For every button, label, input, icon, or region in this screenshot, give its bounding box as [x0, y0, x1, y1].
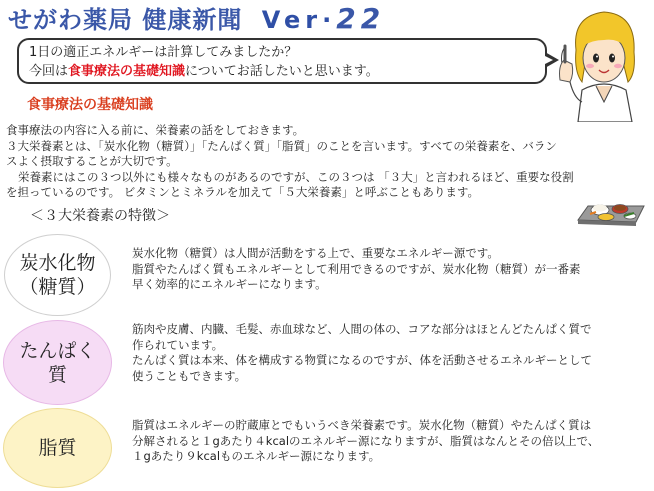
protein-label-line2: 質	[47, 363, 67, 386]
fat-label	[3, 408, 112, 488]
description-line: たんぱく質は本来、体を構成する物質になるのですが、体を活動させるエネルギーとして	[132, 353, 592, 367]
carbohydrate-label	[4, 234, 111, 316]
description-line: 早く効率的にエネルギーになります。	[132, 277, 327, 291]
description-line: 脂質やたんぱく質もエネルギーとして利用できるのですが、炭水化物（糖質）が一番素	[132, 261, 581, 276]
description-line: 脂質はエネルギーの貯蔵庫とでもいうべき栄養素です。炭水化物（糖質）やたんぱく質は	[132, 418, 592, 432]
fat-description	[132, 418, 599, 465]
speech-line-2-suffix: についてお話したいと思います。	[185, 64, 379, 79]
nutrients-subheading: ＜３大栄養素の特徴＞	[30, 208, 170, 224]
carbohydrate-description	[132, 246, 581, 293]
intro-paragraph	[6, 123, 646, 201]
pharmacist-illustration	[556, 2, 652, 122]
description-line: 分解されると１gあたり４kcalのエネルギー源になりますが、脂質はなんとその倍以上で、	[132, 433, 600, 448]
version-prefix: Ver·	[261, 6, 337, 34]
intro-line: スよく摂取することが大切です。	[6, 154, 178, 168]
speech-line-2-prefix: 今回は	[29, 64, 69, 79]
version-label	[261, 2, 386, 35]
intro-line: 栄養素にはこの３つ以外にも様々なものがあるのですが、この３つは 「３大」と言われるほど、重要な役割	[18, 169, 574, 184]
newsletter-title	[8, 2, 385, 36]
title-text: せがわ薬局 健康新聞	[8, 6, 243, 34]
description-line: 筋肉や皮膚、内臓、毛髪、赤血球など、人間の体の、コアな部分はほとんどたんぱく質で	[132, 322, 592, 336]
speech-highlight: 食事療法の基礎知識	[68, 64, 186, 79]
intro-line: ３大栄養素とは、「炭水化物（糖質）」「たんぱく質」「脂質」のことを言います。すべての栄養素を、バラン	[6, 138, 557, 153]
speech-line-2	[29, 62, 535, 81]
meal-tray-illustration	[576, 186, 646, 234]
fat-label-line1: 脂質	[38, 437, 77, 459]
description-line: 作られています。	[132, 337, 224, 352]
speech-line-1: 1日の適正エネルギーは計算してみましたか？	[29, 45, 298, 60]
speech-bubble	[17, 38, 547, 84]
description-line: 炭水化物（糖質）は人間が活動をする上で、重要なエネルギー源です。	[132, 246, 499, 260]
description-line: １gあたり９kcalものエネルギー源になります。	[132, 449, 381, 463]
protein-label-line1: たんぱく	[19, 339, 96, 362]
version-number: 22	[336, 2, 386, 35]
intro-line: を担っているのです。 ビタミンとミネラルを加えて「５大栄養素」と呼ぶこともあります。	[6, 185, 479, 199]
carbohydrate-label-line1: 炭水化物	[19, 252, 96, 274]
description-line: 使うこともできます。	[132, 368, 247, 383]
protein-label	[3, 320, 112, 405]
intro-line: 食事療法の内容に入る前に、栄養素の話をしておきます。	[6, 123, 305, 137]
protein-description	[132, 322, 592, 384]
carbohydrate-label-line2: （糖質）	[19, 276, 96, 298]
section-heading: 食事療法の基礎知識	[27, 97, 153, 113]
